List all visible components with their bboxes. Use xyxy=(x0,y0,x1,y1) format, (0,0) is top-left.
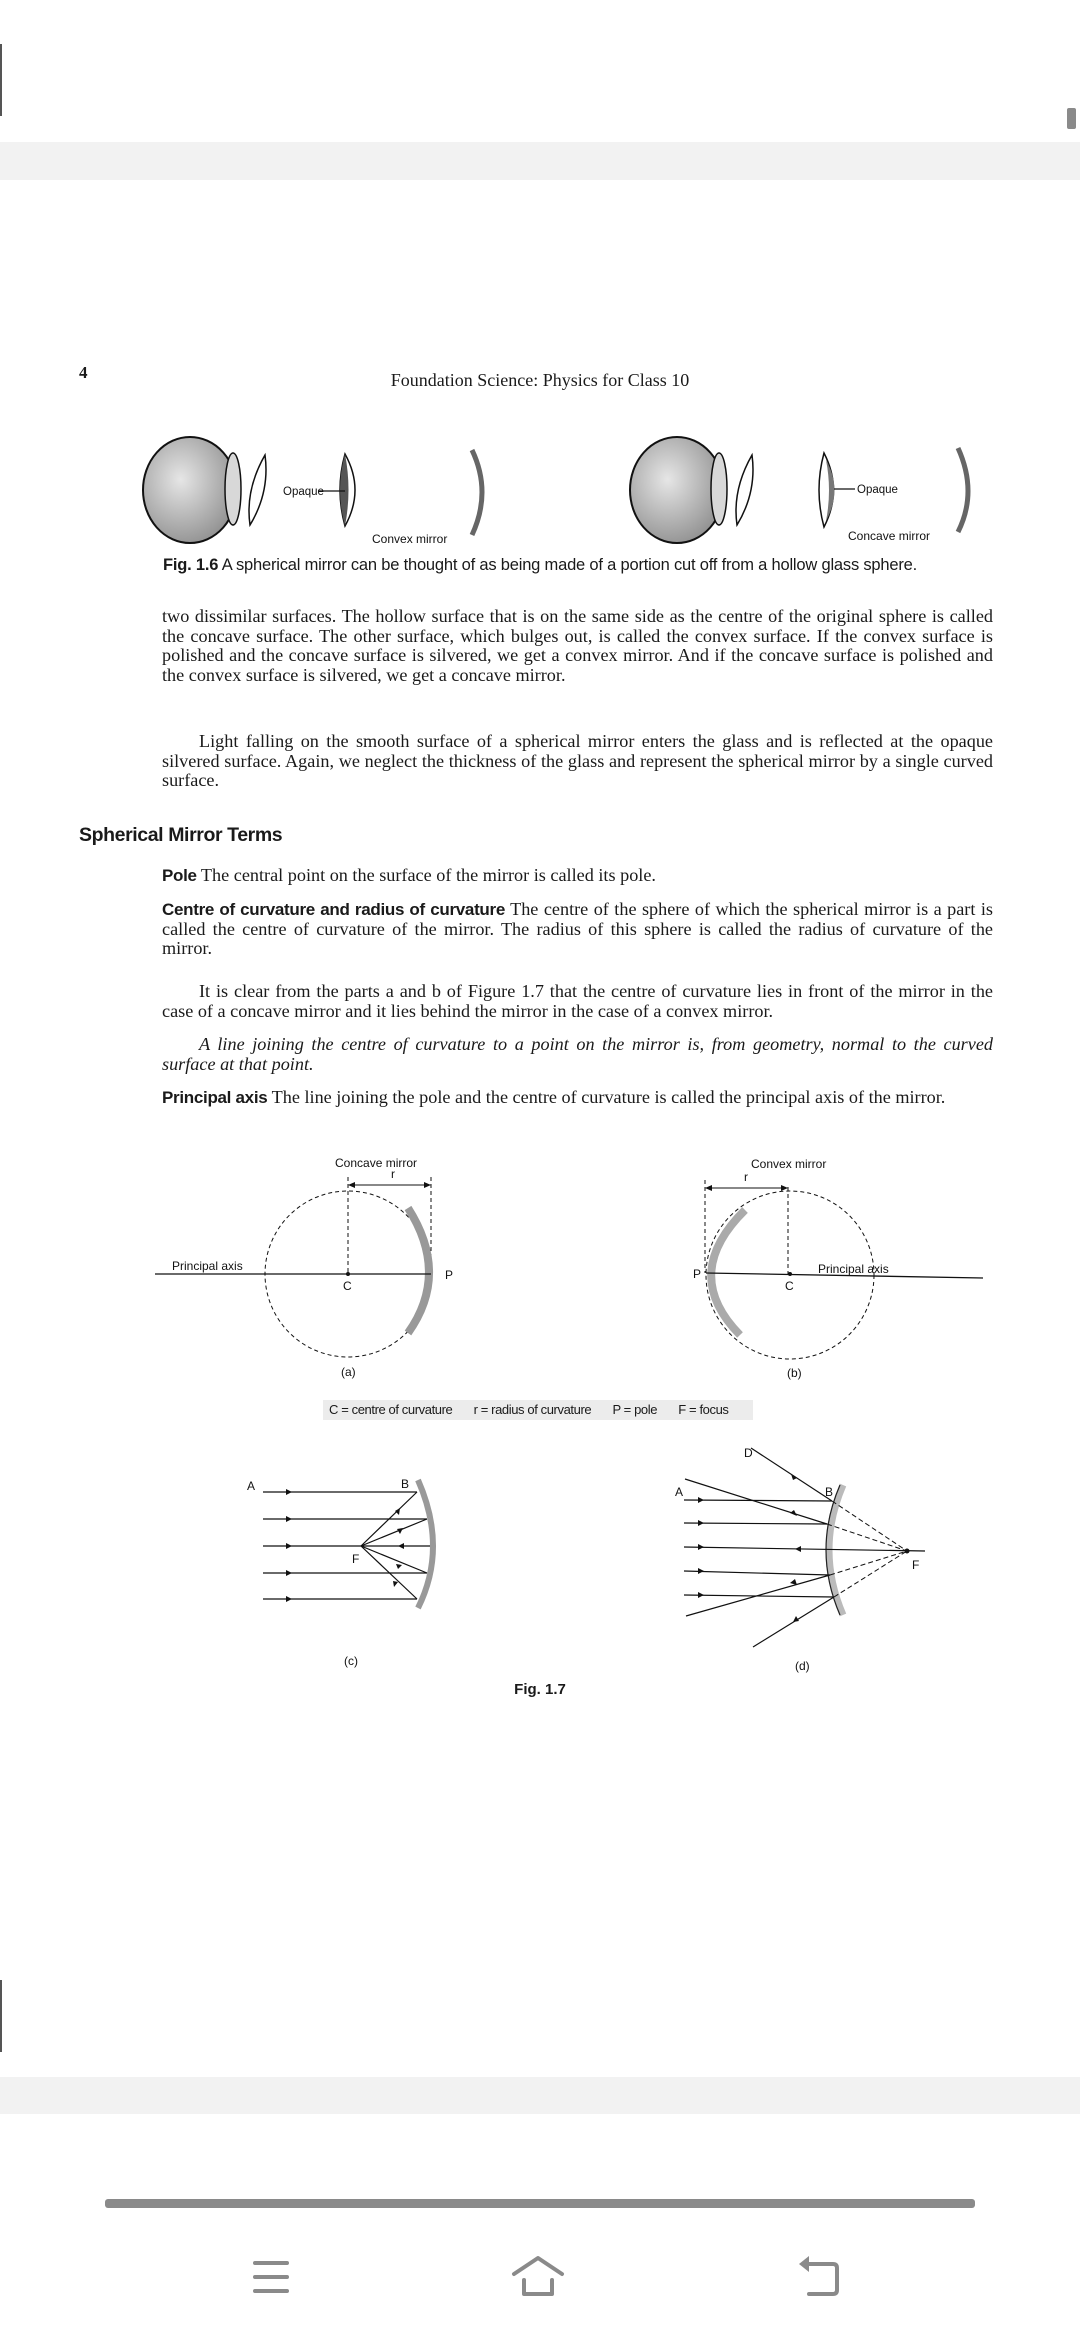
legend-c: C = centre of curvature xyxy=(329,1402,453,1417)
label-f-d: F xyxy=(912,1558,920,1572)
pole-definition: The central point on the surface of the mirror is called its pole. xyxy=(196,865,656,885)
label-opaque-right: Opaque xyxy=(857,484,898,496)
figure-1-7-caption: Fig. 1.7 xyxy=(514,1681,566,1698)
figure-1-7d-convex-rays xyxy=(660,1430,940,1680)
back-button[interactable] xyxy=(790,2252,850,2302)
figure-1-6 xyxy=(0,420,1080,550)
label-b: (b) xyxy=(787,1366,802,1380)
label-convex-mirror-title: Convex mirror xyxy=(751,1157,827,1171)
legend-f: F = focus xyxy=(678,1402,729,1417)
label-c-a: C xyxy=(343,1279,352,1293)
centre-definition: The centre of the sphere of which the spherical mirror is a part is called the centre of curvature of the mirror. The radius of this sphere is called the radius of curvature of the mirror. xyxy=(162,899,993,958)
figure-1-7c-concave-rays xyxy=(220,1440,480,1680)
paragraph-light: Light falling on the smooth surface of a spherical mirror enters the glass and is reflected at the opaque silvered surface. Again, we neglect the thickness of the glass and represent the spherical mirror by a single curved surface. xyxy=(162,731,993,790)
convex-mirror-arc xyxy=(472,450,482,535)
label-concave-mirror-title: Concave mirror xyxy=(335,1156,418,1170)
concave-mirror-shape xyxy=(408,1208,429,1333)
scrollbar-thumb[interactable] xyxy=(1067,108,1076,129)
label-a: (a) xyxy=(341,1365,356,1379)
term-principal-axis: Principal axis xyxy=(162,1088,268,1107)
menu-icon xyxy=(249,2257,293,2297)
label-principal-axis-a: Principal axis xyxy=(172,1259,243,1273)
term-pole: Pole xyxy=(162,866,197,885)
label-r-a: r xyxy=(391,1167,395,1181)
label-principal-axis-b: Principal axis xyxy=(818,1262,889,1276)
home-button[interactable] xyxy=(510,2252,570,2302)
page-gap-bottom xyxy=(0,2077,1080,2114)
label-d-d: D xyxy=(744,1446,753,1460)
term-centre-of-curvature: Centre of curvature and radius of curvature xyxy=(162,900,505,919)
paragraph-surfaces: two dissimilar surfaces. The hollow surface that is on the same side as the centre of the original sphere is called the concave surface. The other surface, which bulges out, is called the convex surface. If the convex surface is polished and the concave surface is silvered, we get a convex mirror. And if the concave surface is polished and the convex surface is silvered, we get a concave mirror. xyxy=(162,606,993,685)
label-a-c: A xyxy=(247,1479,256,1493)
label-f-c: F xyxy=(352,1552,360,1566)
label-d: (d) xyxy=(795,1659,810,1673)
label-p-a: P xyxy=(445,1268,454,1282)
back-icon xyxy=(795,2254,845,2300)
lens-slice-left xyxy=(249,455,266,525)
paragraph-normal: A line joining the centre of curvature to a point on the mirror is, from geometry, normal to the curved surface at that point. xyxy=(162,1034,993,1074)
label-p-b: P xyxy=(693,1267,702,1281)
previous-page-edge xyxy=(0,44,2,116)
label-b-c: B xyxy=(401,1477,410,1491)
label-convex-mirror: Convex mirror xyxy=(372,532,448,546)
paragraph-clear: It is clear from the parts a and b of Figure 1.7 that the centre of curvature lies in front of the mirror in the case of a concave mirror and it lies behind the mirror in the case of a convex mirror. xyxy=(162,981,993,1021)
label-r-b: r xyxy=(744,1170,748,1184)
page-number: 4 xyxy=(79,363,88,382)
label-c-b: C xyxy=(785,1279,794,1293)
paragraph-pole xyxy=(162,866,993,886)
label-b-d: B xyxy=(825,1485,834,1499)
section-heading: Spherical Mirror Terms xyxy=(79,824,283,846)
running-head: Foundation Science: Physics for Class 10 xyxy=(390,370,690,390)
caption-prefix: Fig. 1.6 xyxy=(163,556,219,574)
figure-1-7b-convex xyxy=(620,1140,1020,1390)
figure-1-6-caption xyxy=(163,556,917,575)
label-c: (c) xyxy=(344,1654,358,1668)
next-page-edge xyxy=(0,1980,2,2052)
legend-p: P = pole xyxy=(612,1402,658,1417)
paragraph-centre xyxy=(162,900,993,959)
concave-mirror-arc xyxy=(958,448,968,532)
paragraph-principal-axis xyxy=(162,1088,993,1108)
recent-apps-button[interactable] xyxy=(241,2252,301,2302)
label-a-d: A xyxy=(675,1485,684,1499)
figure-legend xyxy=(323,1400,753,1420)
label-opaque-left: Opaque xyxy=(283,486,324,498)
glass-sphere-right xyxy=(630,437,727,543)
label-concave-mirror: Concave mirror xyxy=(848,529,931,543)
reading-progress-bar[interactable] xyxy=(105,2199,975,2208)
caption-text: A spherical mirror can be thought of as being made of a portion cut off from a hollow glass sphere. xyxy=(218,556,918,574)
figure-1-7a-concave xyxy=(150,1140,530,1390)
axis-definition: The line joining the pole and the centre of curvature is called the principal axis of the mirror. xyxy=(267,1087,946,1107)
legend-r: r = radius of curvature xyxy=(473,1402,592,1417)
concave-mirror-c xyxy=(418,1480,433,1608)
lens-slice-right xyxy=(736,455,753,525)
page-gap-top xyxy=(0,142,1080,180)
home-icon xyxy=(510,2254,570,2300)
glass-sphere-left xyxy=(143,437,241,543)
